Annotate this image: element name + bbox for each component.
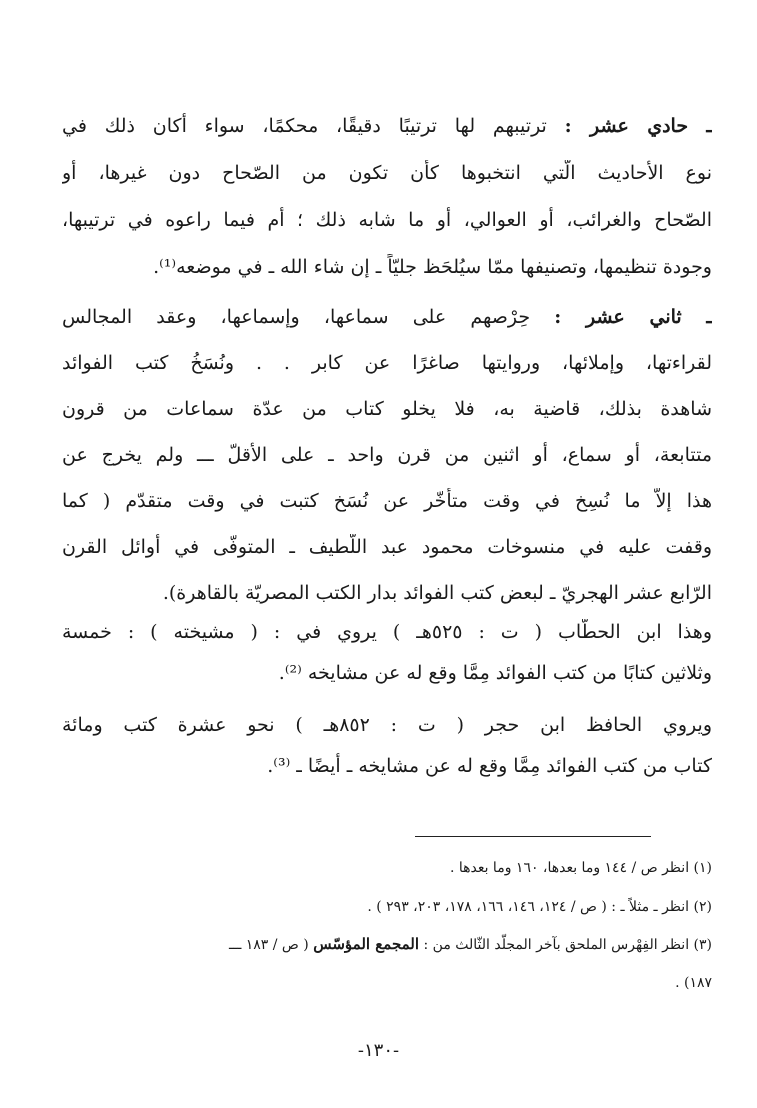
paragraph-2-line-5: هذا إلاّ ما نُسِخ في وقت متأخّر عن نُسَخ كتبت في وقت متقدّم ( كما — [62, 490, 712, 512]
footnote-2: (٢) انظر ـ مثلاً ـ : ( ص / ١٢٤، ١٤٦، ١٦٦، ١٧٨، ٢٠٣، ٢٩٣ ) . — [367, 899, 712, 915]
paragraph-1-label: ـ حادي عشر : — [564, 115, 712, 137]
paragraph-1-text: ترتيبهم لها ترتيبًا دقيقًا، محكمًا، سواء أكان ذلك في — [62, 115, 547, 137]
paragraph-3-line-1: وهذا ابن الحطّاب ( ت : ٥٢٥هـ ) يروي في : ( مشيخته ) : خمسة — [62, 621, 712, 643]
paragraph-4-line-2: كتاب من كتب الفوائد مِمَّا وقع له عن مشايخه ـ أيضًا ـ ⁽³⁾. — [267, 755, 712, 777]
footnote-3-book-title: المجمع المؤسّس — [313, 935, 420, 953]
footnote-separator — [415, 836, 651, 837]
paragraph-2-text: حِرْصهم على سماعها، وإسماعها، وعقد المجالس — [62, 306, 531, 328]
paragraph-3-line-2: وثلاثين كتابًا من كتب الفوائد مِمَّا وقع له عن مشايخه ⁽²⁾. — [278, 662, 712, 684]
paragraph-1-line-1 — [62, 113, 712, 139]
paragraph-1-line-2: نوع الأحاديث الّتي انتخبوها كأن تكون من الصّحاح دون غيرها، أو — [62, 162, 712, 184]
footnote-3 — [62, 933, 712, 956]
paragraph-4-line-1: ويروي الحافظ ابن حجر ( ت : ٨٥٢هـ ) نحو عشرة كتب ومائة — [62, 714, 712, 736]
paragraph-2-line-4: متتابعة، أو سماع، أو اثنين من قرن واحد ـ على الأقلّ ـــ ولم يخرج عن — [62, 444, 712, 466]
paragraph-2-line-2: لقراءتها، وإملائها، وروايتها صاغرًا عن كابر . . ونُسَخُ كتب الفوائد — [62, 352, 712, 374]
paragraph-1-line-3: الصّحاح والغرائب، أو العوالي، أو ما شابه ذلك ؛ أم فيما راعوه في ترتيبها، — [62, 209, 712, 231]
paragraph-2-label: ـ ثاني عشر : — [554, 306, 712, 328]
paragraph-2-line-3: شاهدة بذلك، قاضية به، فلا يخلو كتاب من عدّة سماعات من قرون — [62, 398, 712, 420]
footnote-3-text: (٣) انظر الفِهْرس الملحق بآخر المجلّد الثّالث من : — [419, 937, 712, 953]
footnote-3-ref: ( ص / ١٨٣ ـــ — [228, 937, 314, 953]
page-number: -١٣٠- — [357, 1040, 400, 1061]
footnote-3-continuation: ١٨٧) . — [675, 975, 712, 991]
paragraph-1-line-4: وجودة تنظيمها، وتصنيفها ممّا سيُلحَظ جليّاً ـ إن شاء الله ـ في موضعه⁽¹⁾. — [153, 256, 712, 278]
paragraph-2-line-1 — [62, 304, 712, 330]
footnote-1: (١) انظر ص / ١٤٤ وما بعدها، ١٦٠ وما بعدها . — [449, 860, 712, 876]
paragraph-2-line-7: الرّابع عشر الهجريّ ـ لبعض كتب الفوائد بدار الكتب المصريّة بالقاهرة). — [162, 582, 712, 604]
paragraph-2-line-6: وقفت عليه في منسوخات محمود عبد اللّطيف ـ المتوفّى في أوائل القرن — [62, 536, 712, 558]
